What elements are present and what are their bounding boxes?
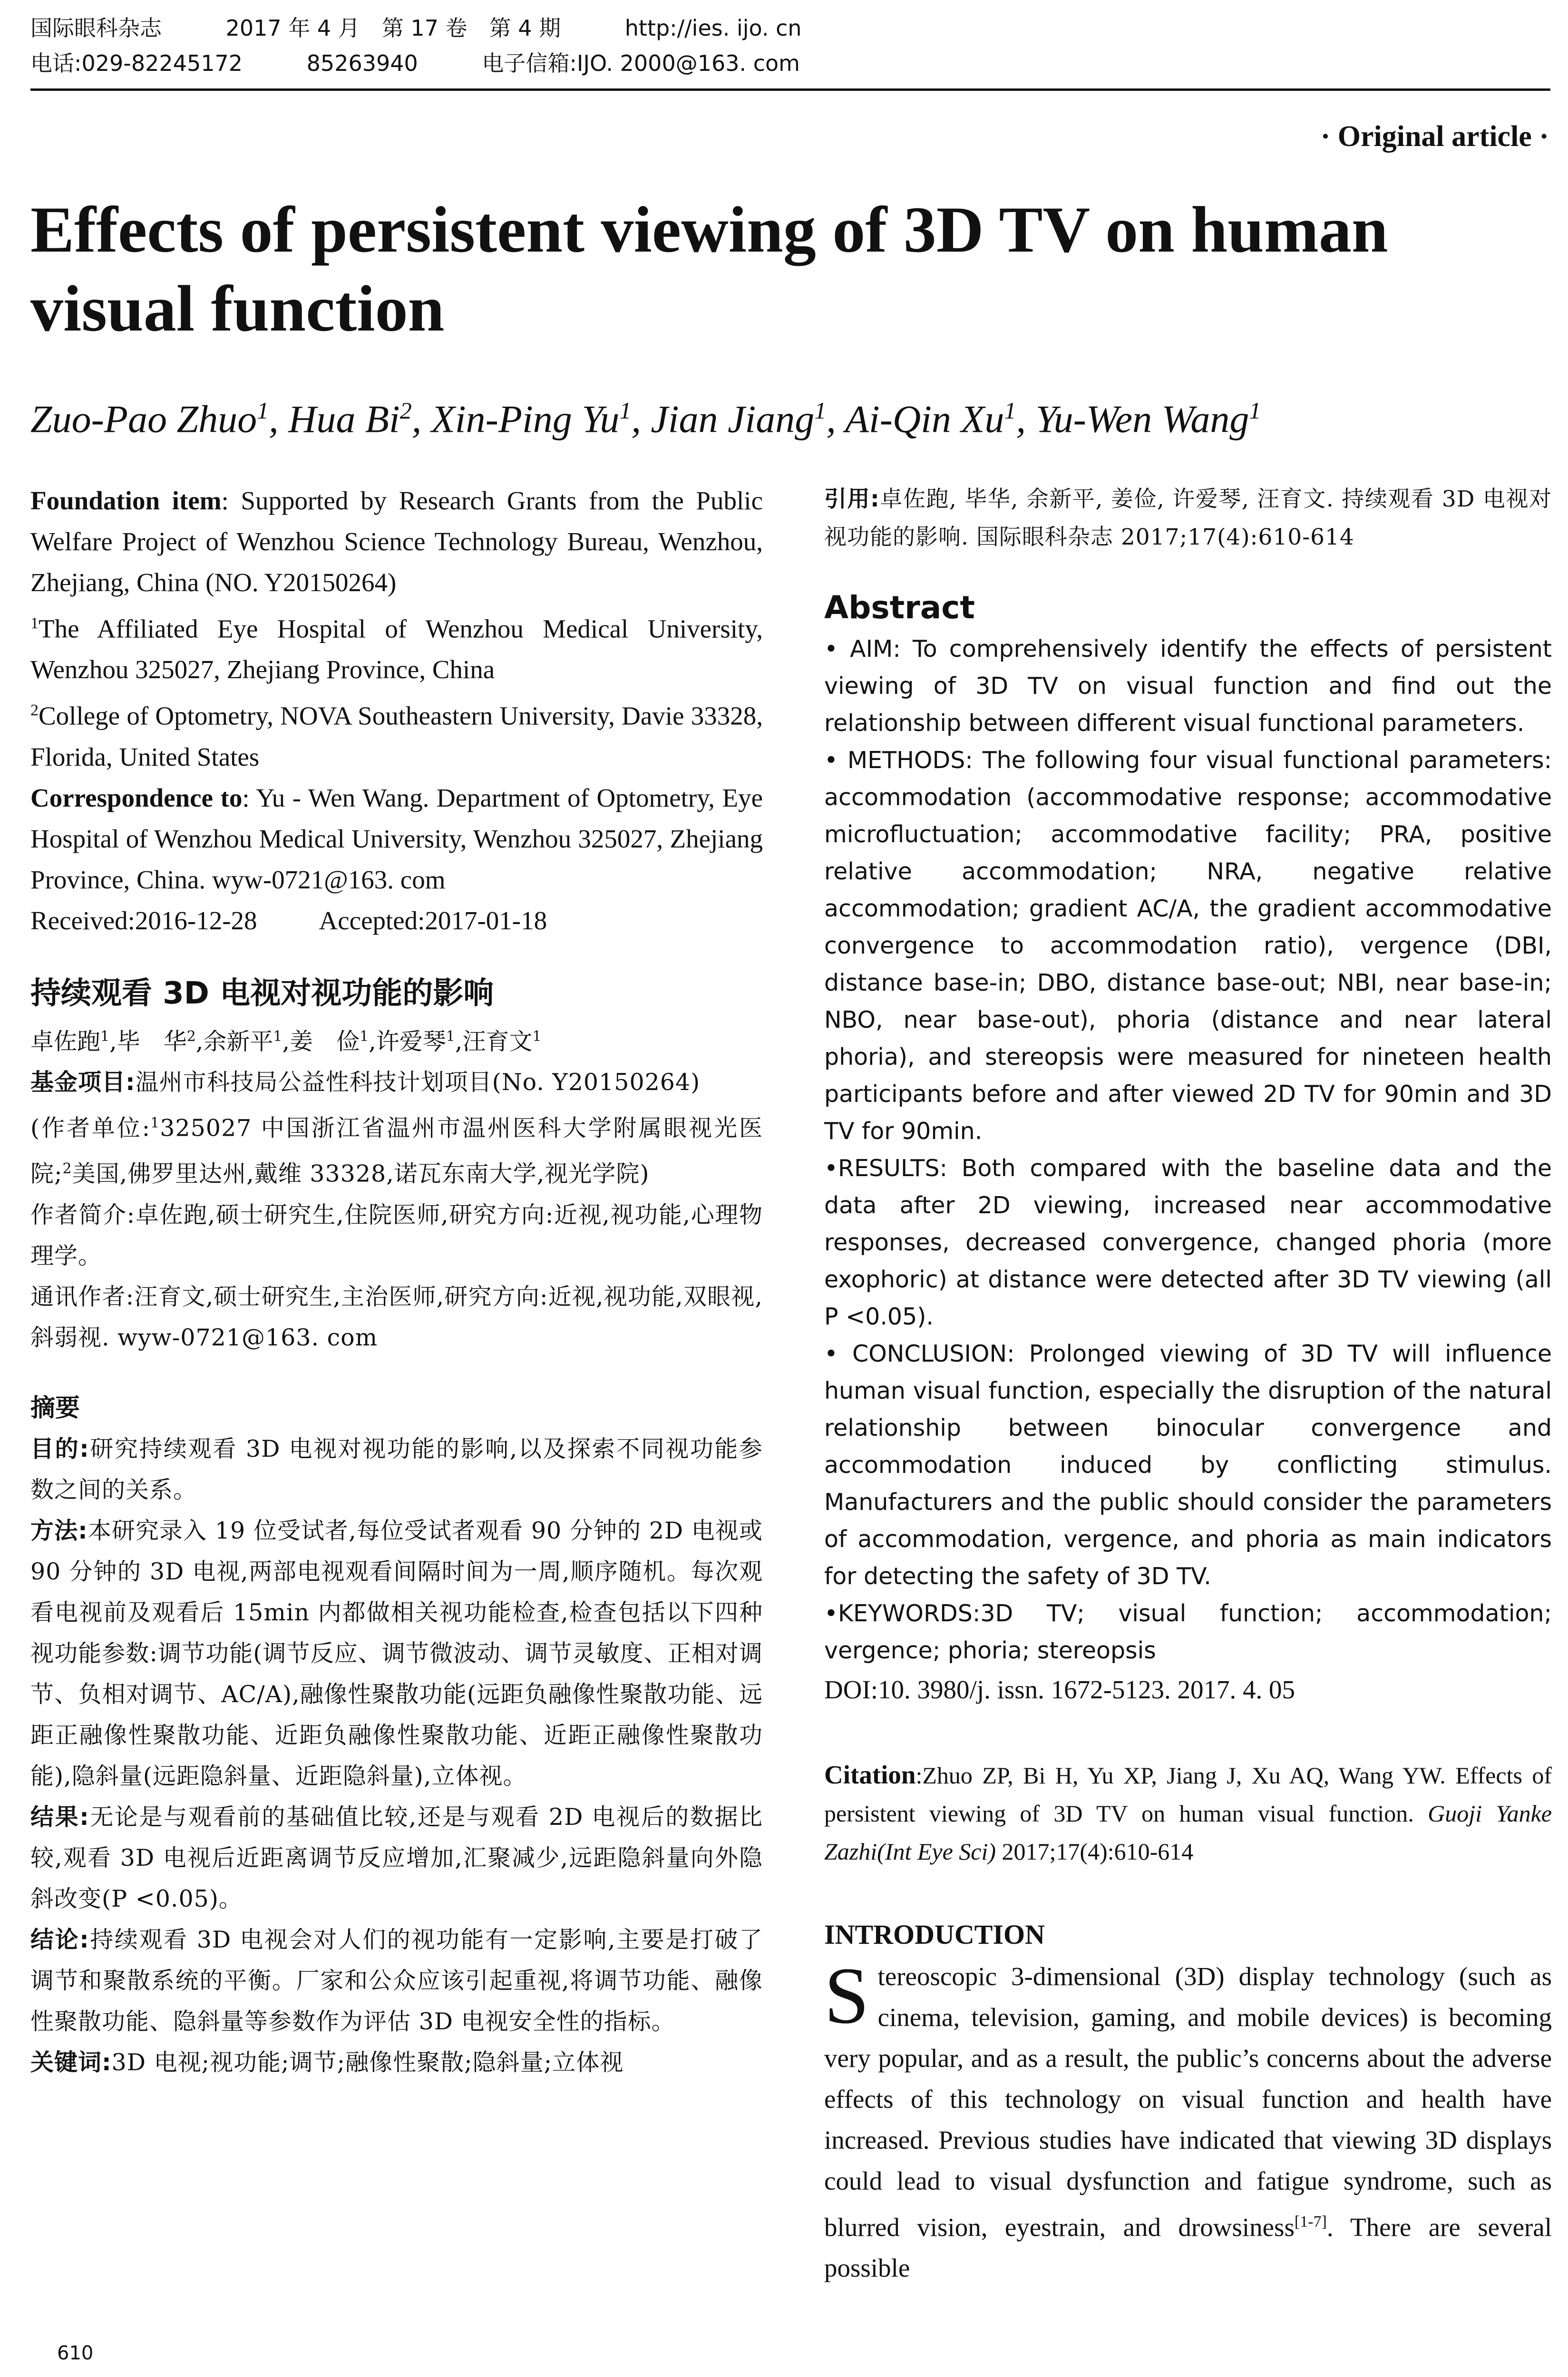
author-cn: 毕 华 xyxy=(117,1027,187,1055)
author-affiliation-mark: 2 xyxy=(186,1028,196,1045)
chinese-results xyxy=(30,1797,763,1919)
chinese-aim xyxy=(30,1429,763,1510)
abstract-methods: • METHODS: The following four visual functional parameters: accommodation (accommodative response; accommodative microfluctuation; accommodative facility; PRA, positive relative accommodation; NRA, negative relative accommodation; gradient AC/A, the gradient accommodative convergence to accommodation ratio), vergence (DBI, distance base-in; DBO, distance base-out; NBI, near base-in; NBO, near base-out), phoria (distance and near lateral phoria), and stereopsis were measured for nineteen health participants before and after viewed 2D TV for 90min and 3D TV for 90min. xyxy=(824,747,1552,1145)
author-affiliation-mark: 1 xyxy=(100,1028,110,1045)
author: Xin-Ping Yu xyxy=(431,397,620,441)
chinese-conclusion-text: 持续观看 3D 电视会对人们的视功能有一定影响,主要是打破了调节和聚散系统的平衡。厂家和公众应该引起重视,将调节功能、融像性聚散功能、隐斜量等参数作为评估 3D 电视安全性的指标。 xyxy=(30,1926,763,2035)
received-date: Received:2016-12-28 xyxy=(30,906,257,935)
chinese-keywords-text: 3D 电视;视功能;调节;融像性聚散;隐斜量;立体视 xyxy=(111,2048,624,2076)
author-affiliation-mark: 1 xyxy=(814,397,827,424)
author-list: Zuo-Pao Zhuo$^1$, Hua Bi$^2$, Xin-Ping Yu$^1$, Jian Jiang$^1$, Ai-Qin Xu$^1$, Yu-Wen Wang$^1$ xyxy=(30,397,1261,441)
running-header xyxy=(30,10,1548,81)
chinese-citation xyxy=(824,480,1552,556)
affiliation-2 xyxy=(30,690,763,777)
chinese-methods-label: 方法: xyxy=(30,1517,88,1544)
affiliation-number: 1 xyxy=(150,1114,160,1131)
chinese-correspondence: 通讯作者:汪育文,硕士研究生,主治医师,研究方向:近视,视功能,双眼视,斜弱视. wyw-0721@163. com xyxy=(30,1283,763,1351)
article-type: · Original article · xyxy=(1320,120,1549,153)
author: Yu-Wen Wang xyxy=(1035,397,1249,441)
author-affiliation-mark: 1 xyxy=(1249,397,1261,424)
journal-phone-2: 85263940 xyxy=(306,50,418,76)
citation-reference: [1-7] xyxy=(1294,2213,1327,2231)
author-affiliation-mark: 1 xyxy=(257,397,269,424)
affiliation-number: 2 xyxy=(62,1160,72,1178)
chinese-author-list: 卓佐跑$^1$,毕 华$^2$,余新平$^1$,姜 俭$^1$,许爱琴$^1$,汪育文$^1$ xyxy=(30,1027,542,1055)
doi: DOI:10. 3980/j. issn. 1672-5123. 2017. 4. 05 xyxy=(824,1675,1295,1704)
page-number: 610 xyxy=(57,2342,94,2364)
author-affiliation-mark: 1 xyxy=(446,1028,455,1045)
author-cn: 卓佐跑 xyxy=(30,1027,101,1055)
header-rule xyxy=(30,88,1550,91)
article-title: Effects of persistent viewing of 3D TV on human visual function xyxy=(30,193,1388,345)
chinese-foundation-label: 基金项目: xyxy=(30,1068,136,1096)
affiliation-number: 1 xyxy=(30,614,39,632)
correspondence-text: : Yu - Wen Wang. Department of Optometry, Eye Hospital of Wenzhou Medical University, Wenzhou 325027, Zhejiang Province, China. wyw-0721@163. com xyxy=(30,783,763,894)
chinese-keywords xyxy=(30,2042,763,2083)
journal-website: http://ies. ijo. cn xyxy=(624,15,802,41)
chinese-methods-text: 本研究录入 19 位受试者,每位受试者观看 90 分钟的 2D 电视或 90 分钟的 3D 电视,两部电视观看间隔时间为一周,顺序随机。每次观看电视前及观看后 15min 内都做相关视功能检查,检查包括以下四种视功能参数:调节功能(调节反应、调节微波动、调节灵敏度、正相对调节、负相对调节、AC/A),融像性聚散功能(远距负融像性聚散功能、远距正融像性聚散功能、近距负融像性聚散功能、近距正融像性聚散功能),隐斜量(远距隐斜量、近距隐斜量),立体视。 xyxy=(30,1517,763,1790)
foundation-item xyxy=(30,480,763,603)
author: Zuo-Pao Zhuo xyxy=(30,397,257,441)
introduction-text-tail: . There are several possible xyxy=(824,2212,1552,2283)
chinese-keywords-label: 关键词: xyxy=(30,2048,112,2076)
dates xyxy=(30,900,763,941)
citation xyxy=(824,1756,1552,1870)
author: Jian Jiang xyxy=(651,397,815,441)
chinese-foundation-text: 温州市科技局公益性科技计划项目(No. Y20150264) xyxy=(135,1068,701,1096)
introduction-paragraph xyxy=(824,1951,1552,2289)
chinese-results-text: 无论是与观看前的基础值比较,还是与观看 2D 电视后的数据比较,观看 3D 电视后近距离调节反应增加,汇聚减少,远距隐斜量向外隐斜改变(P <0.05)。 xyxy=(30,1803,763,1912)
author: Hua Bi xyxy=(288,397,400,441)
introduction-text: tereoscopic 3-dimensional (3D) display technology (such as cinema, television, gaming, and mobile devices) is becoming very popular, and as a result, the public’s concerns about the adverse effects of this technology on visual function and health have increased. Previous studies have indicated that viewing 3D displays could lead to visual dysfunction and fatigue syndrome, such as blurred vision, eyestrain, and drowsiness xyxy=(824,1962,1552,2242)
chinese-conclusion-label: 结论: xyxy=(30,1926,89,1953)
left-column xyxy=(30,480,763,2083)
author-cn: 汪育文 xyxy=(462,1027,533,1055)
right-column xyxy=(824,480,1552,2289)
author: Ai-Qin Xu xyxy=(845,397,1004,441)
abstract-keywords: •KEYWORDS:3D TV; visual function; accommodation; vergence; phoria; stereopsis xyxy=(824,1600,1552,1664)
affiliation-number: 2 xyxy=(30,701,39,720)
chinese-methods xyxy=(30,1510,763,1797)
author-cn: 余新平 xyxy=(203,1027,273,1055)
chinese-citation-label: 引用: xyxy=(824,486,880,512)
citation-tail: 2017;17(4):610-614 xyxy=(996,1838,1194,1865)
abstract-results: •RESULTS: Both compared with the baseline data and the data after 2D viewing, increased near accommodative responses, decreased convergence, changed phoria (more exophoric) at distance were detected after 3D TV viewing (all P <0.05). xyxy=(824,1155,1552,1330)
chinese-aim-text: 研究持续观看 3D 电视对视功能的影响,以及探索不同视功能参数之间的关系。 xyxy=(30,1435,763,1503)
cn-aff-prefix: (作者单位: xyxy=(30,1114,151,1142)
citation-journal: Guoji Yanke Zazhi(Int Eye Sci) xyxy=(824,1800,1552,1865)
correspondence xyxy=(30,778,763,900)
author-affiliation-mark: 1 xyxy=(360,1028,369,1045)
chinese-aim-label: 目的: xyxy=(30,1435,89,1462)
affiliation-text: College of Optometry, NOVA Southeastern University, Davie 33328, Florida, United States xyxy=(30,701,763,771)
citation-text: :Zhuo ZP, Bi H, Yu XP, Jiang J, Xu AQ, Wang YW. Effects of persistent viewing of 3D TV on human visual function. xyxy=(824,1762,1552,1827)
chinese-author-bio: 作者简介:卓佐跑,硕士研究生,住院医师,研究方向:近视,视功能,心理物理学。 xyxy=(30,1201,763,1269)
accepted-date: Accepted:2017-01-18 xyxy=(319,906,547,935)
drop-cap: S xyxy=(824,1951,869,2040)
author-affiliation-mark: 1 xyxy=(273,1028,282,1045)
chinese-affiliations xyxy=(30,1103,763,1195)
journal-email: 电子信箱:IJO. 2000@163. com xyxy=(482,50,800,76)
journal-name-cn: 国际眼科杂志 xyxy=(30,15,162,41)
abstract-heading: Abstract xyxy=(824,589,975,626)
foundation-text: : Supported by Research Grants from the Public Welfare Project of Wenzhou Science Technology Bureau, Wenzhou, Zhejiang, China (NO. Y20150264) xyxy=(30,486,763,597)
abstract-aim: • AIM: To comprehensively identify the effects of persistent viewing of 3D TV on visual function and find out the relationship between different visual functional parameters. xyxy=(824,635,1552,737)
affiliation-1 xyxy=(30,603,763,690)
issue-info: 2017 年 4 月 第 17 卷 第 4 期 xyxy=(225,15,561,41)
author-affiliation-mark: 1 xyxy=(619,397,632,424)
journal-phone: 电话:029-82245172 xyxy=(30,50,243,76)
chinese-citation-text: 卓佐跑, 毕华, 余新平, 姜俭, 许爱琴, 汪育文. 持续观看 3D 电视对视功能的影响. 国际眼科杂志 2017;17(4):610-614 xyxy=(824,486,1552,550)
affiliation-text: The Affiliated Eye Hospital of Wenzhou Medical University, Wenzhou 325027, Zhejiang Province, China xyxy=(30,614,763,684)
chinese-abstract-heading: 摘要 xyxy=(30,1393,80,1422)
foundation-label: Foundation item xyxy=(30,486,222,515)
author-affiliation-mark: 1 xyxy=(532,1028,542,1045)
author-cn: 姜 俭 xyxy=(290,1027,360,1055)
chinese-conclusion xyxy=(30,1919,763,2042)
cn-aff-1: 325027 中国浙江省温州市温州医科大学附属眼视光医院; xyxy=(30,1114,763,1188)
citation-label: Citation xyxy=(824,1760,916,1789)
author-affiliation-mark: 2 xyxy=(399,397,412,424)
author-affiliation-mark: 1 xyxy=(1004,397,1016,424)
cn-aff-2: 美国,佛罗里达州,戴维 33328,诺瓦东南大学,视光学院) xyxy=(72,1160,650,1188)
chinese-title: 持续观看 3D 电视对视功能的影响 xyxy=(30,975,494,1011)
abstract-conclusion: • CONCLUSION: Prolonged viewing of 3D TV will influence human visual function, especially the disruption of the natural relationship between binocular convergence and accommodation induced by conflicting stimulus. Manufacturers and the public should consider the parameters of accommodation, vergence, and phoria as main indicators for detecting the safety of 3D TV. xyxy=(824,1340,1552,1590)
correspondence-label: Correspondence to xyxy=(30,783,243,812)
introduction-heading: INTRODUCTION xyxy=(824,1919,1045,1950)
author-cn: 许爱琴 xyxy=(376,1027,446,1055)
chinese-foundation xyxy=(30,1062,763,1103)
chinese-results-label: 结果: xyxy=(30,1803,89,1831)
